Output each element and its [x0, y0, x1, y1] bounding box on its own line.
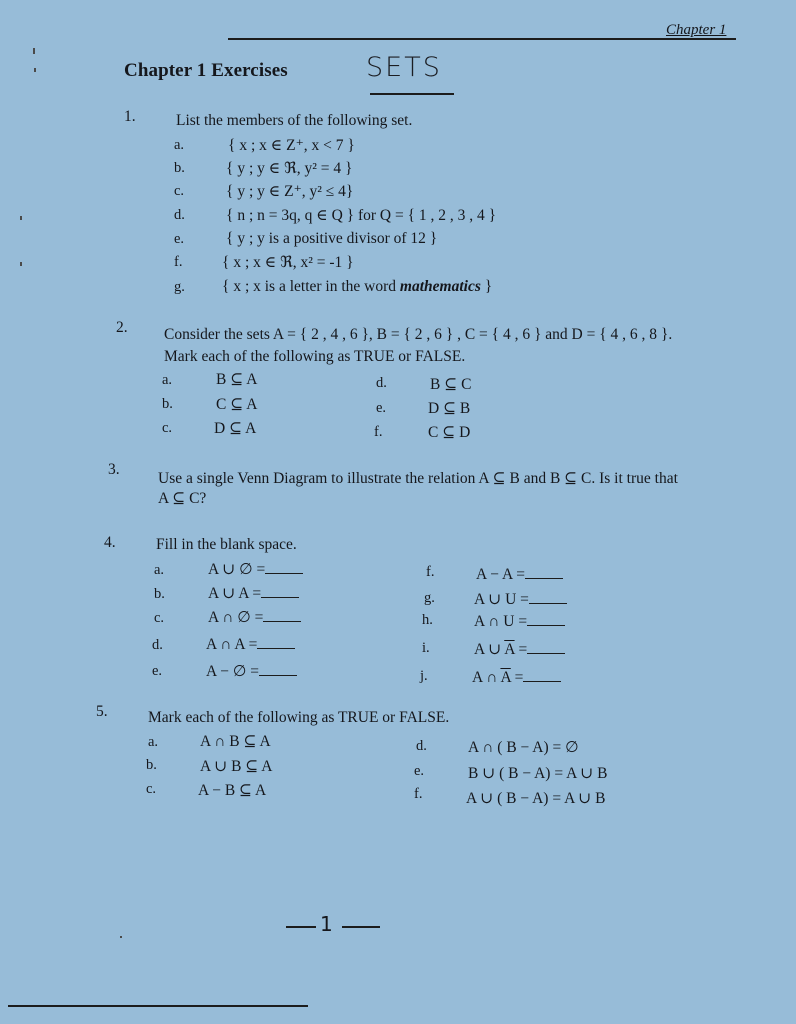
relation-expression: B ⊆ C — [430, 376, 472, 393]
answer-blank — [265, 561, 303, 574]
fill-blank-expression — [474, 590, 567, 609]
item-letter: i. — [422, 640, 430, 656]
expression-text: A ∩ U = — [474, 613, 528, 630]
item-letter: g. — [174, 279, 185, 295]
item-letter: h. — [422, 612, 433, 628]
complement-symbol: $\overline{A}$ — [504, 641, 515, 658]
item-letter: a. — [174, 137, 185, 153]
header-chapter-label: Chapter 1 — [666, 22, 727, 38]
item-letter: b. — [162, 396, 173, 412]
item-letter: d. — [416, 738, 427, 754]
question-prompt: List the members of the following set. — [176, 112, 413, 129]
item-letter: c. — [146, 781, 157, 797]
item-letter: f. — [174, 254, 183, 270]
relation-expression: A ∩ ( B − A) = ∅ — [468, 739, 579, 756]
set-expression: { y ; y ∈ Z⁺, y² ≤ 4} — [226, 183, 354, 200]
question-prompt: Fill in the blank space. — [156, 536, 297, 553]
item-letter: f. — [426, 564, 435, 580]
page-number: 1 — [320, 912, 333, 936]
set-expression-end: } — [480, 278, 493, 295]
relation-expression: D ⊆ A — [214, 420, 257, 437]
set-expression — [222, 278, 492, 296]
scan-speck — [34, 68, 36, 72]
item-letter: e. — [414, 763, 425, 779]
answer-blank — [529, 591, 567, 604]
question-prompt-line-2: A ⊆ C? — [158, 490, 207, 507]
expression-text: = — [510, 669, 524, 686]
question-prompt: Consider the sets A = { 2 , 4 , 6 }, B = { 2 , 6 } , C = { 4 , 6 } and D = { 4 , 6 , 8 }. — [164, 326, 673, 343]
complement-symbol: $\overline{A}$ — [500, 669, 511, 686]
question-number: 4. — [104, 534, 116, 551]
item-letter: a. — [162, 372, 173, 388]
scan-speck — [120, 936, 122, 938]
question-number: 2. — [116, 319, 128, 336]
relation-expression: A ∩ B ⊆ A — [200, 733, 271, 750]
expression-text: A ∩ A = — [206, 636, 258, 653]
question-number: 1. — [124, 108, 136, 125]
set-expression: { y ; y is a positive divisor of 12 } — [226, 230, 438, 247]
expression-text: A ∩ ∅ = — [208, 609, 264, 626]
question-prompt: Mark each of the following as TRUE or FALSE. — [148, 709, 450, 726]
relation-expression: B ⊆ A — [216, 371, 258, 388]
footer-rule — [8, 1005, 308, 1007]
item-letter: e. — [152, 663, 163, 679]
relation-expression: A − B ⊆ A — [198, 782, 267, 799]
header-rule — [228, 38, 736, 40]
expression-text: A − A = — [476, 566, 525, 583]
item-letter: d. — [376, 375, 387, 391]
item-letter: c. — [162, 420, 173, 436]
answer-blank — [261, 585, 299, 598]
fill-blank-expression — [476, 566, 563, 584]
expression-text: A − ∅ = — [206, 663, 259, 680]
item-letter: d. — [152, 637, 163, 653]
answer-blank — [527, 641, 565, 654]
item-letter: e. — [376, 400, 387, 416]
item-letter: a. — [154, 562, 165, 578]
set-expression: { y ; y ∈ ℜ, y² = 4 } — [226, 160, 353, 177]
item-letter: g. — [424, 590, 435, 606]
answer-blank — [523, 669, 561, 682]
set-expression: { x ; x ∈ ℜ, x² = -1 } — [222, 254, 354, 271]
relation-expression: A ∪ B ⊆ A — [200, 758, 273, 775]
answer-blank — [263, 609, 301, 622]
fill-blank-expression — [474, 640, 565, 659]
item-letter: d. — [174, 207, 185, 223]
expression-text: A ∪ U = — [474, 591, 529, 608]
relation-expression: A ∪ ( B − A) = A ∪ B — [466, 790, 606, 807]
set-expression: { n ; n = 3q, q ∈ Q } for Q = { 1 , 2 , 3 , 4 } — [226, 207, 497, 224]
answer-blank — [527, 613, 565, 626]
relation-expression: B ∪ ( B − A) = A ∪ B — [468, 765, 608, 782]
item-letter: c. — [154, 610, 165, 626]
answer-blank — [525, 566, 563, 579]
expression-text: A ∩ — [472, 669, 501, 686]
item-letter: b. — [146, 757, 157, 773]
answer-blank — [257, 636, 295, 649]
item-letter: c. — [174, 183, 185, 199]
fill-blank-expression — [208, 608, 301, 627]
item-letter: b. — [174, 160, 185, 176]
expression-text: A ∪ — [474, 641, 505, 658]
fill-blank-expression — [206, 662, 297, 681]
question-number: 3. — [108, 461, 120, 478]
question-number: 5. — [96, 703, 108, 720]
fill-blank-expression — [472, 669, 561, 687]
relation-expression: C ⊆ A — [216, 396, 258, 413]
page-mark-dash-right — [342, 926, 380, 928]
relation-expression: D ⊆ B — [428, 400, 471, 417]
fill-blank-expression — [208, 560, 303, 579]
item-letter: e. — [174, 231, 185, 247]
handwritten-title: SETS — [366, 52, 442, 83]
question-prompt-line-2: Mark each of the following as TRUE or FALSE. — [164, 348, 466, 365]
question-prompt: Use a single Venn Diagram to illustrate the relation A ⊆ B and B ⊆ C. Is it true that — [158, 470, 678, 487]
handwritten-underline — [370, 93, 454, 95]
fill-blank-expression — [474, 613, 565, 631]
item-letter: b. — [154, 586, 165, 602]
fill-blank-expression — [208, 584, 299, 603]
expression-text: = — [514, 641, 528, 658]
answer-blank — [259, 663, 297, 676]
expression-text: A ∪ ∅ = — [208, 561, 266, 578]
item-letter: a. — [148, 734, 159, 750]
relation-expression: C ⊆ D — [428, 424, 471, 441]
set-expression-start: { x ; x is a letter in the word — [222, 278, 400, 295]
scan-speck — [20, 216, 22, 220]
scan-speck — [20, 262, 22, 266]
item-letter: f. — [374, 424, 383, 440]
item-letter: f. — [414, 786, 423, 802]
emphasized-word: mathematics — [399, 278, 481, 295]
page-mark-dash-left — [286, 926, 316, 928]
page-title: Chapter 1 Exercises — [124, 60, 288, 81]
fill-blank-expression — [206, 636, 295, 654]
item-letter: j. — [420, 668, 428, 684]
scan-speck — [33, 48, 35, 54]
set-expression: { x ; x ∈ Z⁺, x < 7 } — [228, 137, 355, 154]
expression-text: A ∪ A = — [208, 585, 262, 602]
